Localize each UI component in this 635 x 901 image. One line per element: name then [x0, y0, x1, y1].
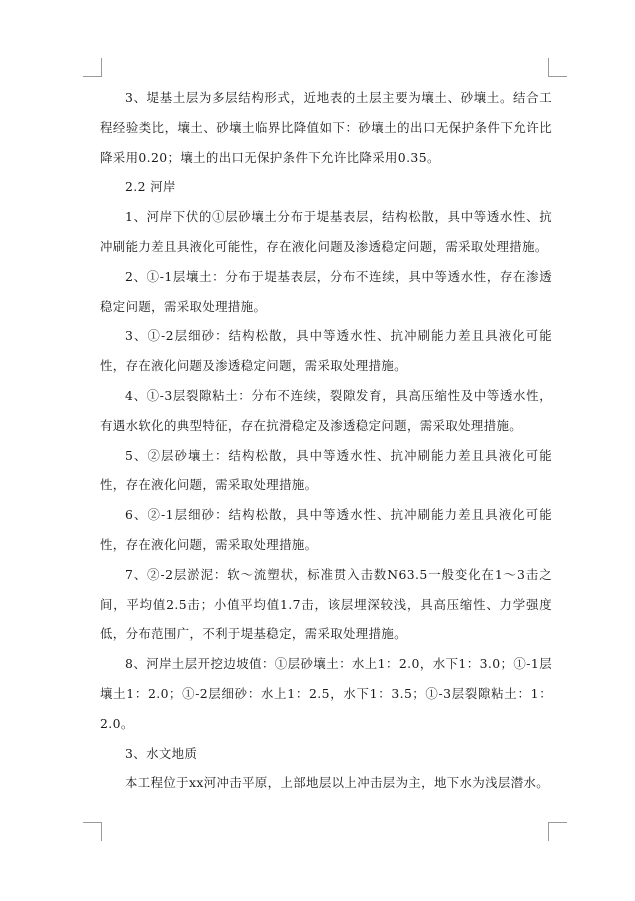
section-heading-riverbank: 2.2 河岸 — [125, 179, 176, 195]
page-corner-mark-bottom-right — [548, 822, 567, 841]
paragraph-item-5: 5、②层砂壤土：结构松散，具中等透水性、抗冲刷能力差且具液化可能性，存在液化问题，需采取处理措施。 — [100, 447, 552, 493]
page-corner-mark-top-left — [83, 58, 102, 77]
paragraph-item-8: 8、河岸土层开挖边坡值：①层砂壤土：水上1：2.0，水下1：3.0；①-1层壤土1：2.0；①-2层细砂：水上1：2.5，水下1：3.5；①-3层裂隙粘土：1：2.0。 — [100, 656, 552, 731]
paragraph-item-1: 1、河岸下伏的①层砂壤土分布于堤基表层，结构松散，具中等透水性、抗冲刷能力差且具液化可能性，存在液化问题及渗透稳定问题，需采取处理措施。 — [100, 209, 552, 254]
paragraph-item-2: 2、①-1层壤土：分布于堤基表层，分布不连续，具中等透水性，存在渗透稳定问题，需采取处理措施。 — [100, 268, 552, 314]
paragraph-item-7: 7、②-2层淤泥：软～流塑状，标准贯入击数N63.5一般变化在1～3击之间，平均值2.5击；小值平均值1.7击，该层埋深较浅，具高压缩性、力学强度低，分布范围广，不利于堤基稳定，需采取处理措施。 — [100, 566, 552, 642]
paragraph-item-6: 6、②-1层细砂：结构松散，具中等透水性、抗冲刷能力差且具液化可能性，存在液化问题，需采取处理措施。 — [100, 507, 552, 552]
document-body — [100, 83, 552, 798]
paragraph-hydrogeology: 本工程位于xx河冲击平原，上部地层以上冲击层为主，地下水为浅层潜水。 — [125, 775, 550, 791]
paragraph-item-3: 3、①-2层细砂：结构松散，具中等透水性、抗冲刷能力差且具液化可能性，存在液化问题及渗透稳定问题，需采取处理措施。 — [100, 328, 552, 374]
section-heading-hydrogeology: 3、水文地质 — [125, 745, 198, 761]
page-corner-mark-bottom-left — [83, 822, 102, 841]
paragraph-item-3-embankment-soil: 3、堤基土层为多层结构形式，近地表的土层主要为壤土、砂壤土。结合工程经验类比，壤土、砂壤土临界比降值如下：砂壤土的出口无保护条件下允许比降采用0.20；壤土的出口无保护条件下允许比降采用0.35。 — [100, 90, 552, 165]
paragraph-item-4: 4、①-3层裂隙粘土：分布不连续，裂隙发育，具高压缩性及中等透水性，有遇水软化的典型特征，存在抗滑稳定及渗透稳定问题，需采取处理措施。 — [100, 387, 552, 433]
page-corner-mark-top-right — [548, 58, 567, 77]
